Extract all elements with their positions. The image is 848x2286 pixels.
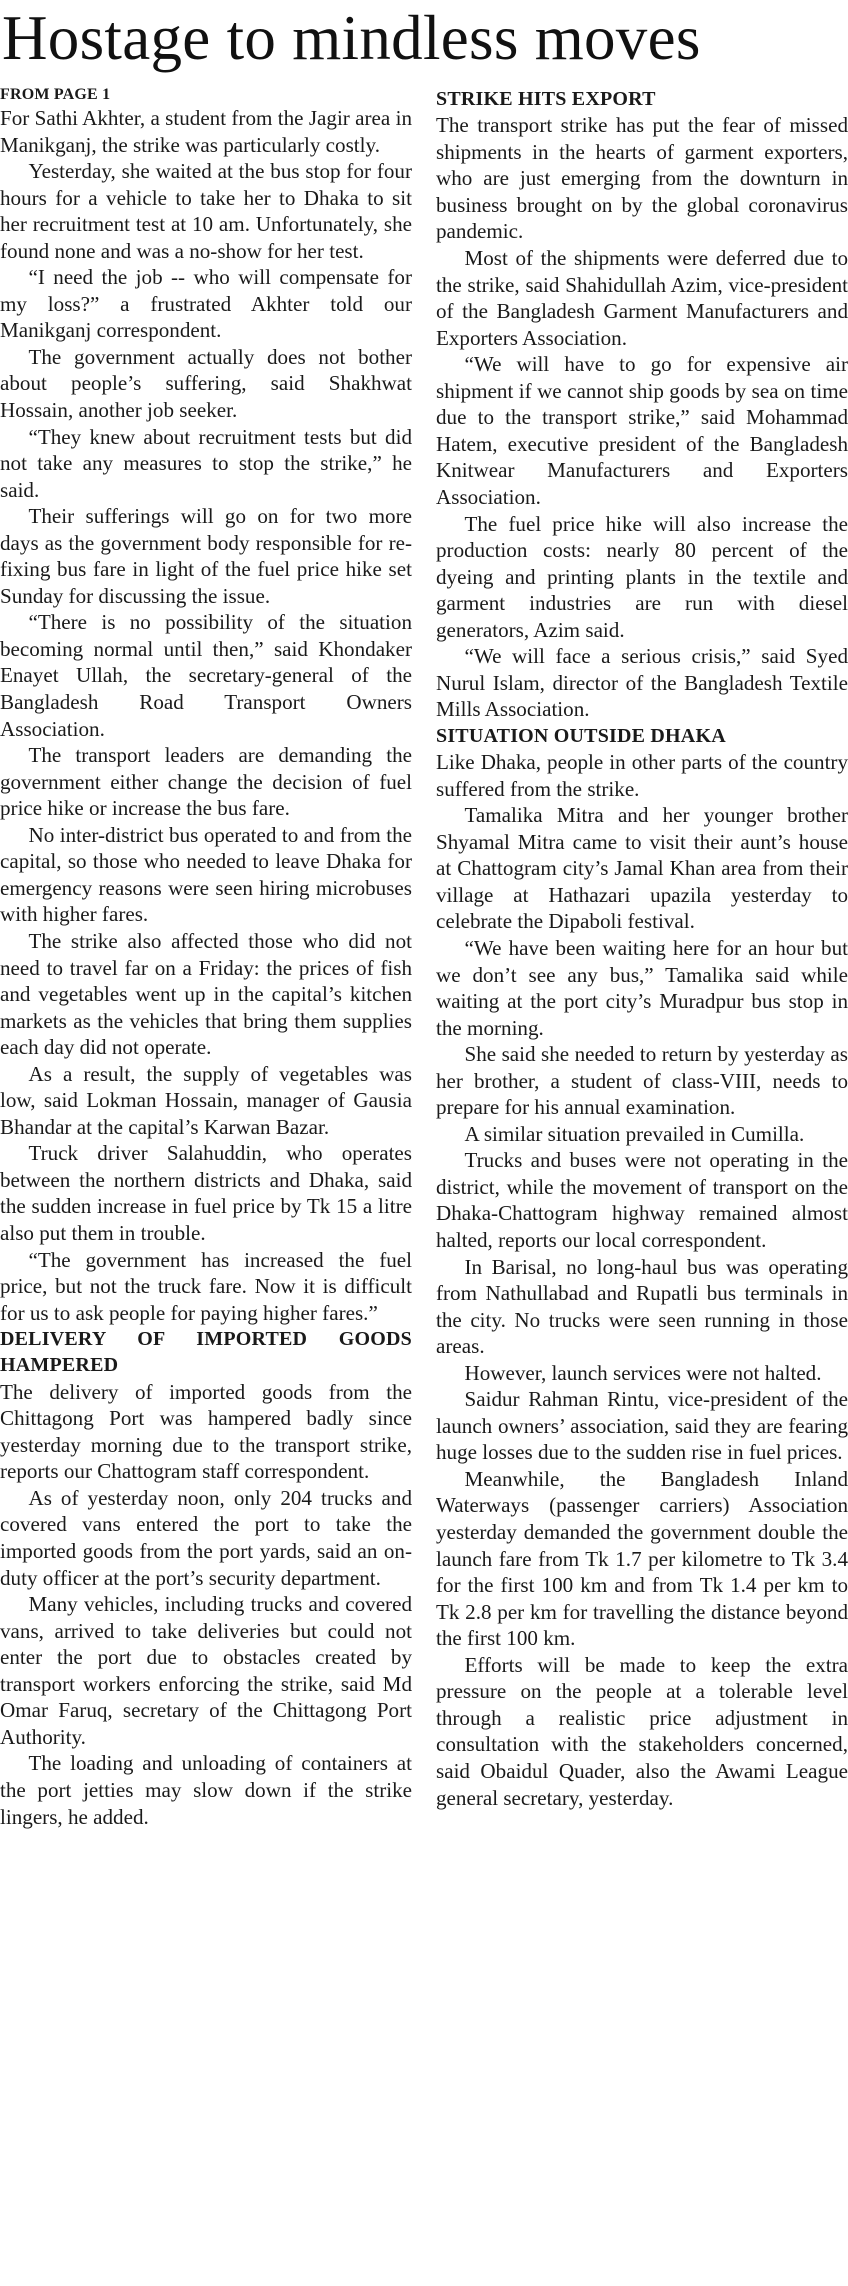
body-paragraph: The delivery of imported goods from the Chittagong Port was hampered badly since yesterday morning due to the transport strike, reports our Chattogram staff correspondent. (0, 1379, 412, 1484)
body-paragraph: The loading and unloading of containers at the port jetties may slow down if the strike lingers, he added. (0, 1751, 412, 1829)
body-paragraph: Truck driver Salahuddin, who operates between the northern districts and Dhaka, said the sudden increase in fuel price by Tk 15 a litre also put them in trouble. (0, 1141, 412, 1245)
body-paragraph: “We will have to go for expensive air shipment if we cannot ship goods by sea on time due to the transport strike,” said Mohammad Hatem, executive president of the Bangladesh Knitwear Manufacturers and Exporters Association. (436, 352, 848, 509)
left-column-body (0, 105, 412, 1830)
body-paragraph: The transport leaders are demanding the government either change the decision of fuel price hike or increase the bus fare. (0, 743, 412, 821)
left-column (0, 86, 412, 1830)
body-paragraph: “I need the job -- who will compensate for my loss?” a frustrated Akhter told our Manikganj correspondent. (0, 265, 412, 343)
body-paragraph: In Barisal, no long-haul bus was operating from Nathullabad and Rupatli bus terminals in the city. No trucks were seen running in those areas. (436, 1254, 848, 1359)
body-paragraph: “There is no possibility of the situation becoming normal until then,” said Khondaker Enayet Ullah, the secretary-general of the Bangladesh Road Transport Owners Association. (0, 610, 412, 741)
body-paragraph: No inter-district bus operated to and from the capital, so those who needed to leave Dhaka for emergency reasons were seen hiring microbuses with higher fares. (0, 822, 412, 927)
body-paragraph: The fuel price hike will also increase the production costs: nearly 80 percent of the dyeing and printing plants in the textile and garment industries are run with diesel generators, Azim said. (436, 511, 848, 642)
body-paragraph: As a result, the supply of vegetables was low, said Lokman Hossain, manager of Gausia Bhandar at the capital’s Karwan Bazar. (0, 1061, 412, 1139)
body-paragraph: “They knew about recruitment tests but did not take any measures to stop the strike,” he said. (0, 424, 412, 502)
body-paragraph: “We have been waiting here for an hour but we don’t see any bus,” Tamalika said while waiting at the port city’s Muradpur bus stop in the morning. (436, 936, 848, 1040)
body-paragraph: For Sathi Akhter, a student from the Jagir area in Manikganj, the strike was particularly costly. (0, 106, 412, 157)
body-paragraph: Yesterday, she waited at the bus stop for four hours for a vehicle to take her to Dhaka to sit her recruitment test at 10 am. Unfortunately, she found none and was a no-show for her test. (0, 159, 412, 263)
body-paragraph: The government actually does not bother about people’s suffering, said Shakhwat Hossain, another job seeker. (0, 344, 412, 423)
body-paragraph: The transport strike has put the fear of missed shipments in the hearts of garment exporters, who are just emerging from the downturn in business brought on by the global coronavirus pandemic. (436, 113, 848, 244)
right-column (436, 86, 848, 1811)
body-paragraph: Saidur Rahman Rintu, vice-president of the launch owners’ association, said they are fearing huge losses due to the sudden rise in fuel prices. (436, 1387, 848, 1465)
right-column-body (436, 86, 848, 1811)
body-paragraph: The strike also affected those who did not need to travel far on a Friday: the prices of fish and vegetables went up in the capital’s kitchen markets as the vehicles that bring them supplies each day did not operate. (0, 928, 412, 1060)
section-subheading: STRIKE HITS EXPORT (436, 88, 656, 110)
body-paragraph: Efforts will be made to keep the extra pressure on the people at a tolerable level through a realistic price adjustment in consultation with the stakeholders concerned, said Obaidul Quader, also the Awami League general secretary, yesterday. (436, 1652, 848, 1810)
body-paragraph: A similar situation prevailed in Cumilla. (464, 1121, 805, 1146)
body-paragraph: Many vehicles, including trucks and covered vans, arrived to take deliveries but could not enter the port due to obstacles created by transport workers enforcing the strike, said Md Omar Faruq, secretary of the Chittagong Port Authority. (0, 1592, 412, 1749)
body-paragraph: “The government has increased the fuel price, but not the truck fare. Now it is difficult for us to ask people for paying higher fares.” (0, 1247, 412, 1325)
section-subheading: DELIVERY OF IMPORTED GOODS HAMPERED (0, 1328, 412, 1377)
headline: Hostage to mindless moves (2, 3, 701, 73)
body-paragraph: Meanwhile, the Bangladesh Inland Waterways (passenger carriers) Association yesterday demanded the government double the launch fare from Tk 1.7 per kilometre to Tk 3.4 for the first 100 km and from Tk 1.4 per km to Tk 2.8 per km for travelling the distance beyond the first 100 km. (436, 1466, 848, 1651)
body-paragraph: As of yesterday noon, only 204 trucks and covered vans entered the port to take the imported goods from the port yards, said an on-duty officer at the port’s security department. (0, 1485, 412, 1590)
page-jump-kicker: FROM PAGE 1 (0, 86, 111, 103)
body-paragraph: Like Dhaka, people in other parts of the country suffered from the strike. (436, 750, 848, 801)
body-paragraph: Most of the shipments were deferred due to the strike, said Shahidullah Azim, vice-president of the Bangladesh Garment Manufacturers and Exporters Association. (436, 246, 848, 350)
section-subheading: SITUATION OUTSIDE DHAKA (436, 724, 726, 747)
body-paragraph: However, launch services were not halted. (464, 1360, 822, 1385)
body-paragraph: Tamalika Mitra and her younger brother Shyamal Mitra came to visit their aunt’s house at Chattogram city’s Jamal Khan area from their village at Hathazari upazila yesterday to celebrate the Dipaboli festival. (436, 803, 848, 934)
body-paragraph: Trucks and buses were not operating in the district, while the movement of transport on the Dhaka-Chattogram highway remained almost halted, reports our local correspondent. (436, 1148, 848, 1253)
body-paragraph: She said she needed to return by yesterday as her brother, a student of class-VIII, needs to prepare for his annual examination. (436, 1042, 848, 1120)
body-paragraph: “We will face a serious crisis,” said Syed Nurul Islam, director of the Bangladesh Textile Mills Association. (436, 644, 848, 722)
body-paragraph: Their sufferings will go on for two more days as the government body responsible for re-fixing bus fare in light of the fuel price hike set Sunday for discussing the issue. (0, 504, 412, 608)
